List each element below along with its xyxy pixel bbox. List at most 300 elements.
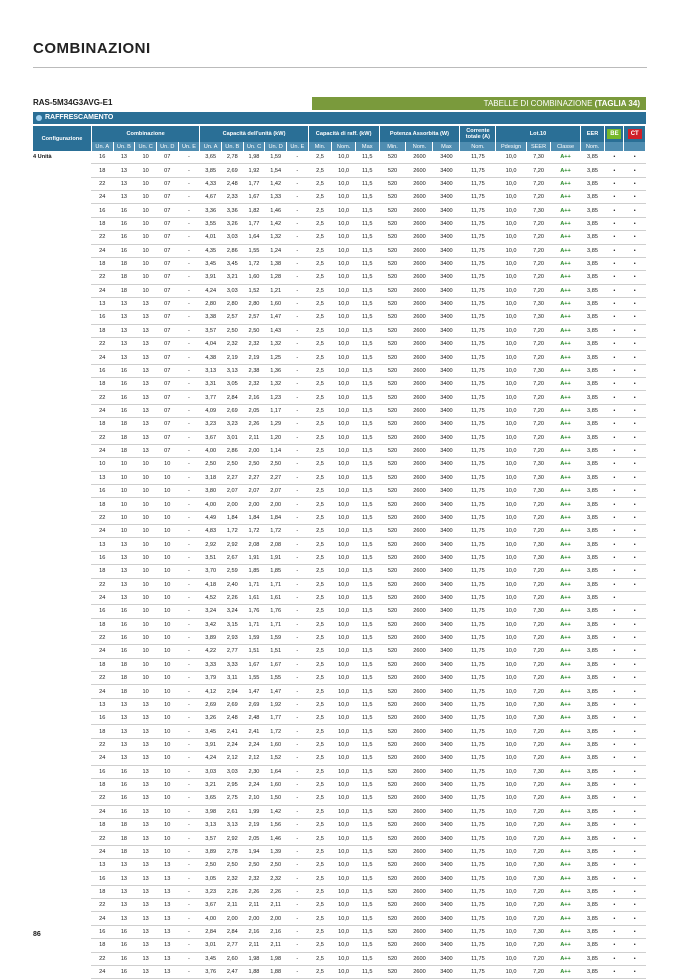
table-cell: - bbox=[286, 311, 308, 324]
table-cell: • bbox=[624, 845, 646, 858]
table-cell: 3400 bbox=[433, 418, 460, 431]
table-cell: • bbox=[624, 257, 646, 270]
table-cell: 2,86 bbox=[221, 444, 243, 457]
config-cell bbox=[33, 605, 91, 618]
table-cell: 520 bbox=[379, 244, 406, 257]
table-cell: 3,85 bbox=[580, 845, 605, 858]
table-cell: A++ bbox=[551, 939, 580, 952]
table-cell: 2600 bbox=[406, 618, 433, 631]
table-cell: 10 bbox=[135, 565, 157, 578]
table-cell: 10,0 bbox=[496, 685, 526, 698]
table-cell: 7,20 bbox=[526, 431, 551, 444]
table-cell: 3,85 bbox=[580, 818, 605, 831]
table-cell: - bbox=[178, 565, 200, 578]
table-cell: 10,0 bbox=[496, 525, 526, 538]
table-cell: 3,85 bbox=[580, 952, 605, 965]
table-cell: • bbox=[605, 498, 624, 511]
table-cell: 2600 bbox=[406, 311, 433, 324]
table-cell: 11,75 bbox=[460, 431, 496, 444]
table-cell: 22 bbox=[91, 792, 113, 805]
table-cell: 3400 bbox=[433, 244, 460, 257]
table-cell: 11,75 bbox=[460, 925, 496, 938]
table-cell: 13 bbox=[135, 378, 157, 391]
table-cell: 10,0 bbox=[496, 217, 526, 230]
table-cell: 3,05 bbox=[200, 872, 222, 885]
table-cell: 2,5 bbox=[308, 672, 332, 685]
table-cell: 11,75 bbox=[460, 698, 496, 711]
table-cell: 3400 bbox=[433, 752, 460, 765]
table-cell: 7,20 bbox=[526, 578, 551, 591]
table-cell: 2600 bbox=[406, 578, 433, 591]
config-cell bbox=[33, 859, 91, 872]
table-cell: 11,5 bbox=[355, 458, 379, 471]
table-cell: - bbox=[286, 778, 308, 791]
table-cell: 10,0 bbox=[332, 164, 356, 177]
table-cell: 7,20 bbox=[526, 778, 551, 791]
subheader-cell: Un. A bbox=[200, 142, 222, 151]
table-cell: • bbox=[624, 872, 646, 885]
table-cell: 520 bbox=[379, 872, 406, 885]
table-cell: - bbox=[178, 164, 200, 177]
table-cell: 13 bbox=[91, 698, 113, 711]
table-cell: - bbox=[178, 177, 200, 190]
table-cell: 10,0 bbox=[496, 231, 526, 244]
table-cell: 16 bbox=[91, 364, 113, 377]
table-cell: 2600 bbox=[406, 685, 433, 698]
table-cell: A++ bbox=[551, 511, 580, 524]
table-cell: 2,5 bbox=[308, 885, 332, 898]
subheader-cell: Un. E bbox=[286, 142, 308, 151]
table-cell: 13 bbox=[113, 885, 135, 898]
table-cell: 2,5 bbox=[308, 712, 332, 725]
table-cell: 11,75 bbox=[460, 912, 496, 925]
table-cell: 07 bbox=[156, 351, 178, 364]
table-cell: 18 bbox=[91, 164, 113, 177]
table-cell: 2600 bbox=[406, 832, 433, 845]
table-cell: 2,67 bbox=[221, 551, 243, 564]
table-cell: 10,0 bbox=[332, 484, 356, 497]
table-cell: 2,69 bbox=[221, 164, 243, 177]
table-cell: 2,69 bbox=[243, 698, 265, 711]
table-cell: 11,5 bbox=[355, 899, 379, 912]
config-cell bbox=[33, 364, 91, 377]
table-cell: 10,0 bbox=[496, 912, 526, 925]
table-cell: 2,5 bbox=[308, 765, 332, 778]
table-cell: 11,75 bbox=[460, 725, 496, 738]
table-row bbox=[33, 177, 646, 190]
table-cell: 520 bbox=[379, 965, 406, 978]
table-cell: • bbox=[605, 752, 624, 765]
table-cell: 1,46 bbox=[265, 204, 287, 217]
table-cell: • bbox=[605, 658, 624, 671]
table-cell: 11,75 bbox=[460, 271, 496, 284]
table-cell: 11,75 bbox=[460, 297, 496, 310]
table-cell: 18 bbox=[91, 778, 113, 791]
table-row bbox=[33, 605, 646, 618]
table-cell: 22 bbox=[91, 738, 113, 751]
table-cell: 520 bbox=[379, 725, 406, 738]
table-cell: 13 bbox=[135, 712, 157, 725]
table-cell: 7,20 bbox=[526, 164, 551, 177]
table-cell: 11,5 bbox=[355, 738, 379, 751]
table-cell: • bbox=[605, 965, 624, 978]
table-cell: 520 bbox=[379, 698, 406, 711]
table-cell: 3400 bbox=[433, 631, 460, 644]
table-cell: 13 bbox=[135, 364, 157, 377]
table-cell: 10,0 bbox=[496, 578, 526, 591]
table-cell: 11,5 bbox=[355, 885, 379, 898]
table-cell: 3,85 bbox=[580, 351, 605, 364]
config-cell bbox=[33, 578, 91, 591]
table-cell: 18 bbox=[91, 324, 113, 337]
table-cell: 3,85 bbox=[580, 618, 605, 631]
table-cell: 13 bbox=[113, 551, 135, 564]
table-cell: 10 bbox=[156, 471, 178, 484]
table-cell: 11,5 bbox=[355, 257, 379, 270]
table-cell: A++ bbox=[551, 872, 580, 885]
table-cell: 10,0 bbox=[496, 311, 526, 324]
table-cell: 16 bbox=[113, 925, 135, 938]
table-cell: • bbox=[624, 498, 646, 511]
table-cell: 10,0 bbox=[496, 925, 526, 938]
table-cell: 10,0 bbox=[496, 351, 526, 364]
table-cell: 10 bbox=[135, 257, 157, 270]
table-cell: 11,75 bbox=[460, 511, 496, 524]
table-cell: 520 bbox=[379, 765, 406, 778]
table-cell: • bbox=[624, 431, 646, 444]
table-cell: 13 bbox=[135, 845, 157, 858]
table-cell: 1,47 bbox=[243, 685, 265, 698]
table-cell: 16 bbox=[91, 872, 113, 885]
table-cell: 16 bbox=[91, 765, 113, 778]
table-cell: 1,38 bbox=[265, 257, 287, 270]
config-cell bbox=[33, 311, 91, 324]
table-cell: 1,43 bbox=[265, 324, 287, 337]
table-cell: 16 bbox=[113, 965, 135, 978]
table-cell: 3,85 bbox=[580, 217, 605, 230]
table-cell: 16 bbox=[113, 765, 135, 778]
table-cell: • bbox=[624, 792, 646, 805]
table-cell: 22 bbox=[91, 231, 113, 244]
table-cell: 10,0 bbox=[332, 418, 356, 431]
table-cell: 7,30 bbox=[526, 859, 551, 872]
table-cell: • bbox=[605, 257, 624, 270]
table-cell: A++ bbox=[551, 832, 580, 845]
table-cell: 2600 bbox=[406, 191, 433, 204]
table-cell: 13 bbox=[113, 899, 135, 912]
table-cell: 2,48 bbox=[243, 712, 265, 725]
table-cell: 10,0 bbox=[332, 738, 356, 751]
be-badge: BE bbox=[607, 129, 621, 139]
be-header bbox=[605, 126, 624, 142]
table-cell: 10,0 bbox=[496, 565, 526, 578]
table-cell: 1,52 bbox=[265, 752, 287, 765]
table-cell: 10 bbox=[156, 845, 178, 858]
table-cell: 7,30 bbox=[526, 204, 551, 217]
table-cell: 520 bbox=[379, 685, 406, 698]
table-cell: 1,47 bbox=[265, 311, 287, 324]
table-cell: 16 bbox=[113, 805, 135, 818]
table-cell: 2,27 bbox=[265, 471, 287, 484]
table-cell: 18 bbox=[91, 818, 113, 831]
table-cell: 11,75 bbox=[460, 164, 496, 177]
table-cell: • bbox=[624, 324, 646, 337]
table-cell: 1,42 bbox=[265, 805, 287, 818]
table-cell: 10,0 bbox=[332, 297, 356, 310]
table-cell: 2,5 bbox=[308, 418, 332, 431]
table-cell: A++ bbox=[551, 899, 580, 912]
lot10-header: Lot.10 bbox=[496, 126, 580, 142]
table-cell: - bbox=[286, 284, 308, 297]
table-cell: 3400 bbox=[433, 151, 460, 164]
table-cell: 10,0 bbox=[332, 792, 356, 805]
table-cell: • bbox=[605, 418, 624, 431]
table-cell: 24 bbox=[91, 912, 113, 925]
table-cell: 13 bbox=[91, 471, 113, 484]
table-cell: 1,60 bbox=[265, 778, 287, 791]
table-cell: 3,67 bbox=[200, 899, 222, 912]
table-cell: 18 bbox=[113, 658, 135, 671]
table-cell: 10 bbox=[135, 605, 157, 618]
table-cell: 2600 bbox=[406, 765, 433, 778]
table-cell: 16 bbox=[91, 204, 113, 217]
table-cell: - bbox=[178, 364, 200, 377]
table-row bbox=[33, 484, 646, 497]
table-cell: 16 bbox=[113, 792, 135, 805]
table-row bbox=[33, 538, 646, 551]
table-cell: - bbox=[286, 952, 308, 965]
table-cell: 11,75 bbox=[460, 752, 496, 765]
table-cell: A++ bbox=[551, 698, 580, 711]
table-cell: 16 bbox=[113, 378, 135, 391]
table-cell: 10,0 bbox=[496, 391, 526, 404]
table-cell: 2600 bbox=[406, 471, 433, 484]
table-cell: 10,0 bbox=[332, 324, 356, 337]
table-cell: 3400 bbox=[433, 204, 460, 217]
table-cell: • bbox=[624, 605, 646, 618]
table-cell: 10 bbox=[156, 778, 178, 791]
config-cell bbox=[33, 471, 91, 484]
table-cell: 13 bbox=[91, 297, 113, 310]
config-cell bbox=[33, 484, 91, 497]
table-cell: 2,5 bbox=[308, 778, 332, 791]
table-row bbox=[33, 164, 646, 177]
table-cell: 3,85 bbox=[580, 605, 605, 618]
table-cell: 10,0 bbox=[332, 444, 356, 457]
table-cell: 520 bbox=[379, 845, 406, 858]
table-cell: 10,0 bbox=[496, 151, 526, 164]
table-cell: 3,91 bbox=[200, 738, 222, 751]
table-cell: 10 bbox=[91, 458, 113, 471]
table-cell: • bbox=[624, 712, 646, 725]
table-cell: A++ bbox=[551, 672, 580, 685]
table-cell: 520 bbox=[379, 498, 406, 511]
table-cell: • bbox=[624, 231, 646, 244]
table-cell: 11,5 bbox=[355, 939, 379, 952]
config-cell bbox=[33, 498, 91, 511]
table-cell: 11,5 bbox=[355, 778, 379, 791]
table-cell: 520 bbox=[379, 297, 406, 310]
config-cell bbox=[33, 511, 91, 524]
table-cell: 3,76 bbox=[200, 965, 222, 978]
table-cell: 2,92 bbox=[200, 538, 222, 551]
table-cell: 3,85 bbox=[580, 778, 605, 791]
table-cell: 1,25 bbox=[265, 351, 287, 364]
table-cell: 3400 bbox=[433, 872, 460, 885]
table-cell: 16 bbox=[91, 484, 113, 497]
table-cell: 2,05 bbox=[243, 832, 265, 845]
table-cell: 3400 bbox=[433, 257, 460, 270]
table-cell: 2,5 bbox=[308, 297, 332, 310]
table-cell: • bbox=[605, 712, 624, 725]
table-cell: 10 bbox=[113, 458, 135, 471]
table-cell: • bbox=[624, 364, 646, 377]
config-cell bbox=[33, 338, 91, 351]
table-cell: 3,03 bbox=[221, 284, 243, 297]
table-cell: 11,75 bbox=[460, 151, 496, 164]
table-cell: 3,85 bbox=[580, 431, 605, 444]
table-cell: - bbox=[178, 525, 200, 538]
table-cell: 10,0 bbox=[496, 618, 526, 631]
table-cell: 2,5 bbox=[308, 498, 332, 511]
table-cell: 7,20 bbox=[526, 965, 551, 978]
subheader-cell: SEER bbox=[526, 142, 551, 151]
table-cell: 2600 bbox=[406, 591, 433, 604]
table-cell: 4,22 bbox=[200, 645, 222, 658]
table-cell: 3400 bbox=[433, 217, 460, 230]
table-cell: • bbox=[605, 444, 624, 457]
table-cell: 10,0 bbox=[332, 658, 356, 671]
table-cell: 2,5 bbox=[308, 925, 332, 938]
table-cell: 3400 bbox=[433, 738, 460, 751]
table-cell: 2,11 bbox=[243, 939, 265, 952]
table-cell: 520 bbox=[379, 605, 406, 618]
table-cell: 3400 bbox=[433, 484, 460, 497]
table-cell: • bbox=[605, 872, 624, 885]
config-cell bbox=[33, 618, 91, 631]
table-cell: 11,5 bbox=[355, 151, 379, 164]
table-cell: 7,20 bbox=[526, 658, 551, 671]
table-cell: 3400 bbox=[433, 645, 460, 658]
table-cell: 7,20 bbox=[526, 498, 551, 511]
table-cell: 10,0 bbox=[496, 244, 526, 257]
table-cell: - bbox=[178, 698, 200, 711]
table-cell: 1,47 bbox=[265, 685, 287, 698]
table-cell: 7,20 bbox=[526, 832, 551, 845]
table-cell: 2,07 bbox=[243, 484, 265, 497]
table-cell: 3,45 bbox=[200, 952, 222, 965]
table-cell: 520 bbox=[379, 618, 406, 631]
table-cell: A++ bbox=[551, 712, 580, 725]
table-cell: 10,0 bbox=[496, 458, 526, 471]
config-cell bbox=[33, 538, 91, 551]
table-cell: 3400 bbox=[433, 338, 460, 351]
table-cell: 13 bbox=[113, 698, 135, 711]
table-cell: 13 bbox=[135, 792, 157, 805]
subheader-cell: Un. D bbox=[156, 142, 178, 151]
table-cell: 11,75 bbox=[460, 792, 496, 805]
table-cell: 22 bbox=[91, 631, 113, 644]
table-row bbox=[33, 952, 646, 965]
table-cell: 10 bbox=[156, 458, 178, 471]
table-cell: 520 bbox=[379, 645, 406, 658]
table-cell: 10,0 bbox=[496, 297, 526, 310]
table-cell: 10,0 bbox=[332, 311, 356, 324]
table-cell: A++ bbox=[551, 311, 580, 324]
table-cell: 3400 bbox=[433, 845, 460, 858]
table-cell: 520 bbox=[379, 805, 406, 818]
cooling-capacity-header: Capacità di raff. (kW) bbox=[308, 126, 379, 142]
table-cell: 2,60 bbox=[221, 952, 243, 965]
table-row bbox=[33, 631, 646, 644]
table-cell: 3,85 bbox=[580, 511, 605, 524]
table-cell: 3,85 bbox=[580, 885, 605, 898]
table-cell: 11,75 bbox=[460, 177, 496, 190]
table-cell: 10 bbox=[113, 471, 135, 484]
table-cell: 2600 bbox=[406, 738, 433, 751]
table-cell: A++ bbox=[551, 231, 580, 244]
table-cell: 7,20 bbox=[526, 912, 551, 925]
table-cell: - bbox=[286, 525, 308, 538]
table-cell: 520 bbox=[379, 712, 406, 725]
table-cell: - bbox=[286, 217, 308, 230]
table-cell: 3400 bbox=[433, 565, 460, 578]
table-cell: 11,75 bbox=[460, 672, 496, 685]
table-cell: 7,30 bbox=[526, 297, 551, 310]
table-cell: 7,30 bbox=[526, 151, 551, 164]
table-row bbox=[33, 551, 646, 564]
table-cell: 2,69 bbox=[200, 698, 222, 711]
table-cell: 2,16 bbox=[243, 391, 265, 404]
table-cell: 3,85 bbox=[580, 177, 605, 190]
table-cell: • bbox=[624, 645, 646, 658]
table-body bbox=[33, 151, 646, 979]
table-cell: • bbox=[605, 925, 624, 938]
table-cell: A++ bbox=[551, 164, 580, 177]
table-cell: A++ bbox=[551, 191, 580, 204]
table-cell: 10,0 bbox=[496, 418, 526, 431]
table-cell: 3,33 bbox=[221, 658, 243, 671]
table-cell: 7,20 bbox=[526, 845, 551, 858]
table-cell: 7,20 bbox=[526, 645, 551, 658]
table-cell: 2600 bbox=[406, 538, 433, 551]
table-cell: 1,91 bbox=[265, 551, 287, 564]
table-cell: 1,94 bbox=[243, 845, 265, 858]
table-cell: 11,75 bbox=[460, 338, 496, 351]
table-cell: 10,0 bbox=[332, 191, 356, 204]
table-cell: 2,92 bbox=[221, 538, 243, 551]
table-cell: 10 bbox=[135, 511, 157, 524]
subheader-cell bbox=[605, 142, 624, 151]
table-cell: 2,38 bbox=[243, 364, 265, 377]
table-cell: 16 bbox=[113, 618, 135, 631]
table-cell: 16 bbox=[91, 551, 113, 564]
table-cell: 11,5 bbox=[355, 391, 379, 404]
table-cell: 10,0 bbox=[332, 458, 356, 471]
table-cell: 24 bbox=[91, 351, 113, 364]
table-cell: 11,5 bbox=[355, 364, 379, 377]
table-cell: - bbox=[286, 845, 308, 858]
table-cell: 13 bbox=[135, 418, 157, 431]
table-cell: 3400 bbox=[433, 658, 460, 671]
table-cell: 10,0 bbox=[332, 752, 356, 765]
table-cell: 13 bbox=[135, 351, 157, 364]
table-cell: 07 bbox=[156, 404, 178, 417]
table-cell: A++ bbox=[551, 177, 580, 190]
table-cell: 3,85 bbox=[580, 297, 605, 310]
table-cell: 520 bbox=[379, 551, 406, 564]
table-cell: 2,50 bbox=[200, 859, 222, 872]
